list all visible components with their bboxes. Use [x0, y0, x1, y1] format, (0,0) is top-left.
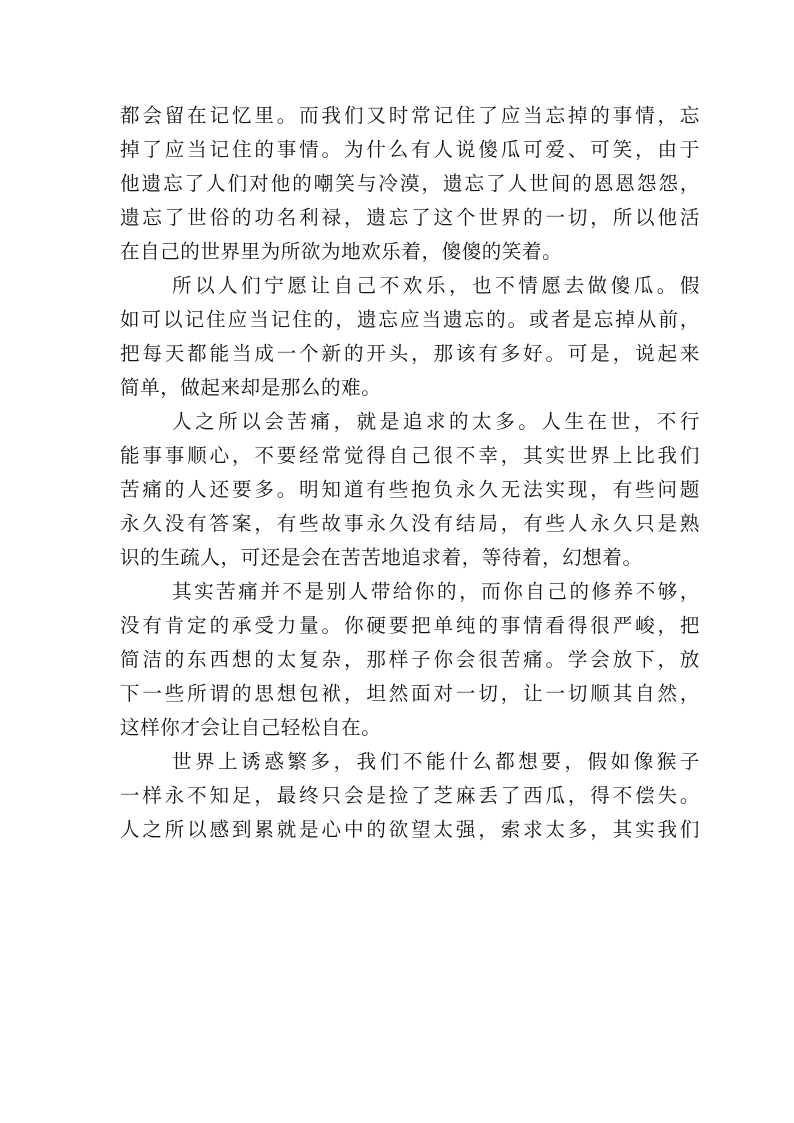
text-line: 他遗忘了人们对他的嘲笑与冷漠，遗忘了人世间的恩恩怨怨， [120, 172, 700, 195]
text-line: 没有肯定的承受力量。你硬要把单纯的事情看得很严峻，把 [120, 614, 700, 637]
text-line: 其实苦痛并不是别人带给你的，而你自己的修养不够， [172, 580, 700, 603]
text-line: 能事事顺心，不要经常觉得自己很不幸，其实世界上比我们 [120, 444, 700, 467]
body-text [120, 99, 700, 847]
text-line: 这样你才会让自己轻松自在。 [120, 716, 382, 739]
text-line: 永久没有答案，有些故事永久没有结局，有些人永久只是熟 [120, 512, 700, 535]
text-line: 所以人们宁愿让自己不欢乐，也不情愿去做傻瓜。假 [172, 274, 700, 297]
text-line: 都会留在记忆里。而我们又时常记住了应当忘掉的事情，忘 [120, 104, 700, 127]
text-line: 人之所以感到累就是心中的欲望太强，索求太多，其实我们 [120, 818, 700, 841]
text-line: 苦痛的人还要多。明知道有些抱负永久无法实现，有些问题 [120, 478, 700, 501]
paragraph-3 [120, 405, 700, 575]
text-line: 掉了应当记住的事情。为什么有人说傻瓜可爱、可笑，由于 [120, 138, 700, 161]
text-line: 如可以记住应当记住的，遗忘应当遗忘的。或者是忘掉从前， [120, 308, 700, 331]
text-line: 简单，做起来却是那么的难。 [120, 376, 382, 399]
text-line: 简洁的东西想的太复杂，那样子你会很苦痛。学会放下，放 [120, 648, 700, 671]
text-line: 识的生疏人，可还是会在苦苦地追求着，等待着，幻想着。 [120, 546, 643, 569]
text-line: 把每天都能当成一个新的开头，那该有多好。可是，说起来 [120, 342, 700, 365]
text-line: 在自己的世界里为所欲为地欢乐着，傻傻的笑着。 [120, 240, 563, 263]
paragraph-4 [120, 575, 700, 745]
paragraph-2 [120, 269, 700, 405]
text-line: 世界上诱惑繁多，我们不能什么都想要，假如像猴子 [172, 750, 700, 773]
paragraph-5 [120, 745, 700, 847]
text-line: 人之所以会苦痛，就是追求的太多。人生在世，不行 [172, 410, 700, 433]
text-line: 遗忘了世俗的功名利禄，遗忘了这个世界的一切，所以他活 [120, 206, 700, 229]
text-line: 一样永不知足，最终只会是捡了芝麻丢了西瓜，得不偿失。 [120, 784, 700, 807]
paragraph-1 [120, 99, 700, 269]
text-line: 下一些所谓的思想包袱，坦然面对一切，让一切顺其自然， [120, 682, 700, 705]
